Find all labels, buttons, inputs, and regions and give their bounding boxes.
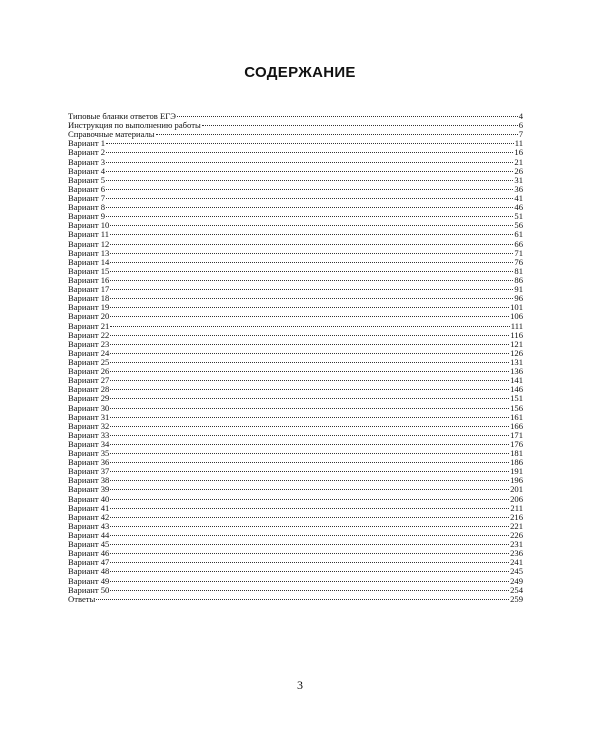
toc-entry-page: 116 — [510, 329, 523, 340]
dot-leader — [110, 389, 509, 390]
toc-entry — [68, 531, 523, 540]
toc-entry — [68, 522, 523, 531]
toc-entry-page: 41 — [514, 192, 523, 203]
dot-leader — [110, 380, 509, 381]
toc-entry — [68, 376, 523, 385]
toc-entry-label: Вариант 41 — [68, 502, 110, 513]
dot-leader — [106, 189, 513, 190]
toc-entry-label: Справочные материалы — [68, 129, 155, 140]
dot-leader — [106, 198, 513, 199]
toc-entry-page: 11 — [514, 138, 523, 149]
toc-entry-page: 245 — [510, 566, 523, 577]
toc-entry-page: 151 — [510, 393, 523, 404]
toc-entry-page: 71 — [514, 247, 523, 258]
toc-entry-label: Вариант 19 — [68, 302, 110, 313]
toc-entry — [68, 467, 523, 476]
toc-entry-page: 196 — [510, 475, 523, 486]
toc-entry-page: 51 — [514, 211, 523, 222]
toc-entry-label: Вариант 37 — [68, 466, 110, 477]
toc-entry-page: 26 — [514, 165, 523, 176]
toc-entry — [68, 249, 523, 258]
toc-entry — [68, 540, 523, 549]
toc-entry-page: 76 — [514, 256, 523, 267]
toc-entry-page: 56 — [514, 220, 523, 231]
toc-entry-label: Вариант 26 — [68, 366, 110, 377]
dot-leader — [110, 581, 509, 582]
toc-entry-page: 16 — [514, 147, 523, 158]
toc-entry-page: 201 — [510, 484, 523, 495]
toc-entry-page: 81 — [514, 265, 523, 276]
toc-entry-page: 259 — [510, 593, 523, 604]
dot-leader — [96, 599, 509, 600]
toc-entry — [68, 340, 523, 349]
dot-leader — [110, 335, 509, 336]
toc-entry — [68, 422, 523, 431]
toc-entry — [68, 577, 523, 586]
toc-entry-page: 206 — [510, 493, 523, 504]
toc-entry — [68, 194, 523, 203]
toc-entry-label: Вариант 50 — [68, 584, 110, 595]
toc-entry-page: 226 — [510, 530, 523, 541]
toc-entry — [68, 440, 523, 449]
toc-entry — [68, 595, 523, 604]
toc-entry — [68, 322, 523, 331]
page-title: СОДЕРЖАНИЕ — [244, 64, 356, 81]
dot-leader — [110, 244, 513, 245]
toc-entry-label: Вариант 30 — [68, 402, 110, 413]
toc-entry-label: Вариант 47 — [68, 557, 110, 568]
toc-entry — [68, 385, 523, 394]
toc-entry-page: 171 — [510, 429, 523, 440]
toc-entry-page: 91 — [514, 284, 523, 295]
toc-entry-page: 6 — [518, 120, 523, 131]
page-number: 3 — [297, 678, 303, 692]
toc-entry-label: Вариант 3 — [68, 156, 106, 167]
dot-leader — [110, 471, 509, 472]
toc-entry — [68, 549, 523, 558]
toc-entry-label: Вариант 17 — [68, 284, 110, 295]
toc-entry — [68, 185, 523, 194]
toc-entry — [68, 349, 523, 358]
toc-entry — [68, 413, 523, 422]
toc-entry-label: Вариант 15 — [68, 265, 110, 276]
toc-entry-page: 191 — [510, 466, 523, 477]
toc-entry-label: Вариант 33 — [68, 429, 110, 440]
dot-leader — [106, 152, 513, 153]
dot-leader — [110, 517, 509, 518]
dot-leader — [106, 216, 513, 217]
toc-entry-label: Вариант 23 — [68, 338, 110, 349]
toc-entry — [68, 203, 523, 212]
toc-entry-page: 249 — [510, 575, 523, 586]
toc-entry-page: 7 — [518, 129, 523, 140]
dot-leader — [110, 225, 513, 226]
dot-leader — [110, 453, 509, 454]
dot-leader — [110, 417, 509, 418]
dot-leader — [110, 307, 509, 308]
toc-entry-label: Вариант 45 — [68, 539, 110, 550]
dot-leader — [110, 480, 509, 481]
toc-entry-page: 46 — [514, 202, 523, 213]
dot-leader — [110, 253, 513, 254]
dot-leader — [106, 162, 513, 163]
toc-entry — [68, 485, 523, 494]
dot-leader — [110, 362, 509, 363]
toc-entry-page: 96 — [514, 293, 523, 304]
toc-entry-page: 126 — [510, 347, 523, 358]
toc-entry-label: Вариант 2 — [68, 147, 106, 158]
toc-entry-label: Вариант 21 — [68, 320, 110, 331]
toc-entry — [68, 458, 523, 467]
dot-leader — [110, 571, 509, 572]
toc-entry-page: 166 — [510, 420, 523, 431]
toc-entry-label: Вариант 36 — [68, 457, 110, 468]
toc-entry — [68, 404, 523, 413]
toc-entry-label: Вариант 28 — [68, 384, 110, 395]
dot-leader — [106, 207, 513, 208]
toc-entry-label: Вариант 7 — [68, 192, 106, 203]
toc-entry-label: Вариант 39 — [68, 484, 110, 495]
toc-entry — [68, 312, 523, 321]
dot-leader — [110, 544, 509, 545]
dot-leader — [110, 553, 509, 554]
toc-entry — [68, 285, 523, 294]
toc-entry-label: Вариант 24 — [68, 347, 110, 358]
toc-entry-label: Вариант 29 — [68, 393, 110, 404]
toc-entry — [68, 212, 523, 221]
toc-entry-page: 21 — [514, 156, 523, 167]
toc-entry-page: 161 — [510, 411, 523, 422]
dot-leader — [110, 344, 509, 345]
dot-leader — [110, 435, 509, 436]
dot-leader — [202, 125, 518, 126]
toc-entry-label: Вариант 8 — [68, 202, 106, 213]
toc-entry-page: 121 — [510, 338, 523, 349]
dot-leader — [110, 326, 509, 327]
toc-entry — [68, 240, 523, 249]
toc-entry — [68, 449, 523, 458]
toc-entry — [68, 221, 523, 230]
dot-leader — [110, 234, 513, 235]
dot-leader — [156, 134, 518, 135]
toc-entry-page: 216 — [510, 511, 523, 522]
dot-leader — [110, 489, 509, 490]
toc-entry-label: Вариант 46 — [68, 548, 110, 559]
toc-entry-page: 176 — [510, 438, 523, 449]
dot-leader — [110, 526, 509, 527]
toc-entry-label: Вариант 6 — [68, 183, 106, 194]
dot-leader — [110, 462, 509, 463]
toc-entry — [68, 394, 523, 403]
toc-entry-page: 181 — [510, 448, 523, 459]
toc-entry-page: 86 — [514, 274, 523, 285]
toc-entry — [68, 139, 523, 148]
toc-entry — [68, 267, 523, 276]
toc-entry-label: Вариант 32 — [68, 420, 110, 431]
dot-leader — [177, 116, 518, 117]
toc-entry-label: Вариант 5 — [68, 174, 106, 185]
toc-entry-label: Типовые бланки ответов ЕГЭ — [68, 111, 176, 121]
toc-entry-label: Вариант 48 — [68, 566, 110, 577]
toc-entry-page: 66 — [514, 238, 523, 249]
toc-entry-page: 111 — [510, 320, 523, 331]
toc-entry-label: Вариант 35 — [68, 448, 110, 459]
toc-entry-label: Вариант 13 — [68, 247, 110, 258]
toc-entry-page: 254 — [510, 584, 523, 595]
toc-entry — [68, 230, 523, 239]
toc-entry-page: 101 — [510, 302, 523, 313]
toc-entry-label: Вариант 4 — [68, 165, 106, 176]
toc-entry — [68, 567, 523, 576]
toc-entry-label: Вариант 18 — [68, 293, 110, 304]
toc-entry-label: Вариант 49 — [68, 575, 110, 586]
toc-entry — [68, 586, 523, 595]
toc-entry — [68, 167, 523, 176]
toc-entry-label: Вариант 14 — [68, 256, 110, 267]
toc-entry — [68, 294, 523, 303]
toc-entry-label: Вариант 34 — [68, 438, 110, 449]
dot-leader — [110, 590, 509, 591]
toc-entry-label: Вариант 20 — [68, 311, 110, 322]
toc-entry — [68, 476, 523, 485]
toc-entry — [68, 358, 523, 367]
toc-entry-page: 136 — [510, 366, 523, 377]
toc-entry-page: 61 — [514, 229, 523, 240]
toc-entry — [68, 513, 523, 522]
dot-leader — [110, 535, 509, 536]
dot-leader — [110, 444, 509, 445]
toc-entry — [68, 495, 523, 504]
dot-leader — [110, 371, 509, 372]
toc-entry-page: 4 — [518, 111, 523, 121]
toc-entry-label: Вариант 27 — [68, 375, 110, 386]
toc-entry-label: Вариант 40 — [68, 493, 110, 504]
dot-leader — [110, 271, 513, 272]
dot-leader — [110, 289, 513, 290]
dot-leader — [106, 143, 514, 144]
toc-entry-page: 36 — [514, 183, 523, 194]
table-of-contents — [68, 112, 523, 604]
toc-entry — [68, 158, 523, 167]
dot-leader — [110, 508, 509, 509]
toc-entry-page: 141 — [510, 375, 523, 386]
toc-entry — [68, 258, 523, 267]
toc-entry-label: Вариант 42 — [68, 511, 110, 522]
toc-entry — [68, 130, 523, 139]
toc-entry — [68, 504, 523, 513]
dot-leader — [106, 180, 513, 181]
toc-entry-page: 131 — [510, 356, 523, 367]
toc-entry-label: Вариант 31 — [68, 411, 110, 422]
dot-leader — [110, 408, 509, 409]
toc-entry-label: Вариант 1 — [68, 138, 106, 149]
toc-entry-page: 211 — [510, 502, 523, 513]
dot-leader — [110, 499, 509, 500]
toc-entry-label: Вариант 22 — [68, 329, 110, 340]
toc-entry-label: Ответы — [68, 593, 96, 604]
dot-leader — [110, 316, 509, 317]
toc-entry — [68, 276, 523, 285]
toc-entry — [68, 176, 523, 185]
dot-leader — [110, 280, 513, 281]
toc-entry — [68, 558, 523, 567]
dot-leader — [110, 562, 509, 563]
dot-leader — [106, 171, 513, 172]
toc-entry-page: 236 — [510, 548, 523, 559]
toc-entry-label: Вариант 10 — [68, 220, 110, 231]
dot-leader — [110, 426, 509, 427]
toc-entry — [68, 148, 523, 157]
toc-entry-page: 156 — [510, 402, 523, 413]
toc-entry-page: 221 — [510, 520, 523, 531]
dot-leader — [110, 298, 513, 299]
toc-entry-page: 146 — [510, 384, 523, 395]
toc-entry-label: Вариант 25 — [68, 356, 110, 367]
toc-entry — [68, 331, 523, 340]
toc-entry — [68, 303, 523, 312]
toc-entry-label: Вариант 38 — [68, 475, 110, 486]
toc-entry-label: Вариант 12 — [68, 238, 110, 249]
toc-entry-label: Вариант 43 — [68, 520, 110, 531]
toc-entry-label: Вариант 9 — [68, 211, 106, 222]
toc-entry-page: 106 — [510, 311, 523, 322]
toc-entry-label: Инструкция по выполнению работы — [68, 120, 201, 131]
toc-entry — [68, 367, 523, 376]
toc-entry-page: 186 — [510, 457, 523, 468]
toc-entry-page: 231 — [510, 539, 523, 550]
dot-leader — [110, 353, 509, 354]
dot-leader — [110, 398, 509, 399]
toc-entry — [68, 431, 523, 440]
toc-entry-label: Вариант 16 — [68, 274, 110, 285]
dot-leader — [110, 262, 513, 263]
toc-entry-label: Вариант 44 — [68, 530, 110, 541]
toc-entry-page: 241 — [510, 557, 523, 568]
toc-entry-page: 31 — [514, 174, 523, 185]
toc-entry-label: Вариант 11 — [68, 229, 110, 240]
